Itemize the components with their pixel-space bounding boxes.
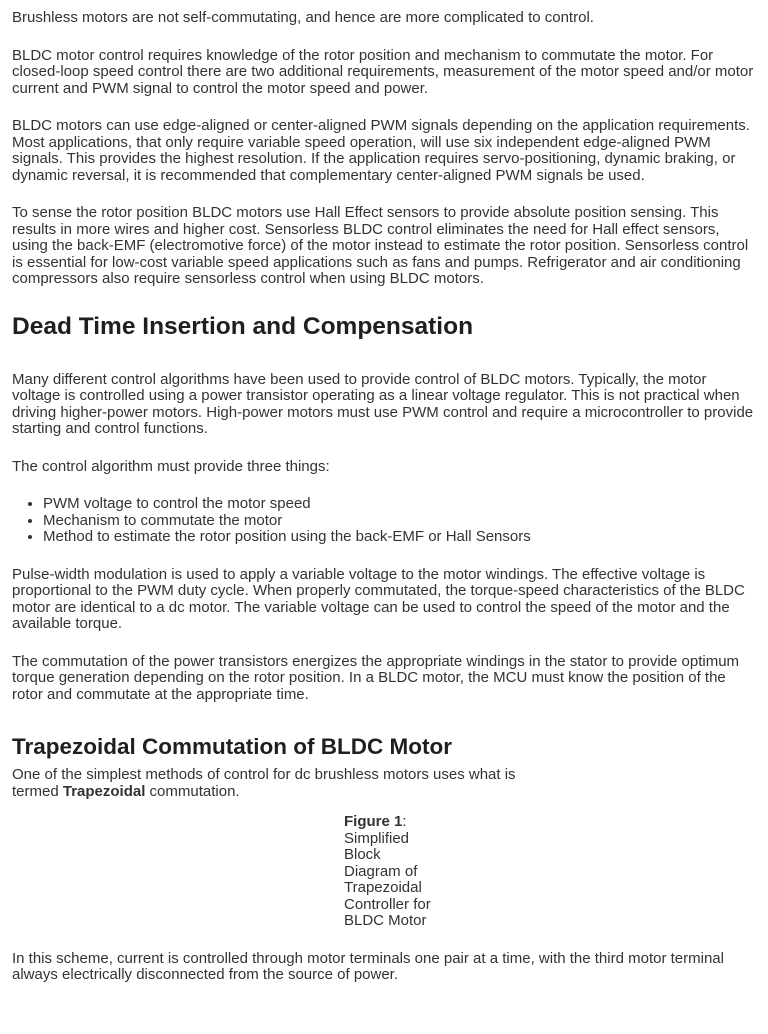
list-item: • Method to estimate the rotor position using the back-EMF or Hall Sensors — [43, 529, 756, 546]
requirements-list — [12, 496, 756, 546]
figure-caption — [344, 814, 434, 930]
list-item: • Mechanism to commutate the motor — [43, 513, 756, 530]
intro-text-before: One of the simplest methods of control for dc brushless motors uses what is termed — [12, 766, 516, 800]
paragraph-pwm-signals: BLDC motors can use edge-aligned or center-aligned PWM signals depending on the application requirements. Most applications, that only require variable speed operation, will use six independent edge-aligned PWM signals. This provides the highest resolution. If the application requires servo-positioning, dynamic braking, or dynamic reversal, it is recommended that complementary center-aligned PWM signals be used. — [12, 117, 750, 184]
paragraph-pwm-modulation: Pulse-width modulation is used to apply a variable voltage to the motor windings. The effective voltage is proportional to the PWM duty cycle. When properly commutated, the torque-speed characteristics of the BLDC motor are identical to a dc motor. The variable voltage can be used to control the speed of the motor and the available torque. — [12, 565, 745, 632]
paragraph-rotor-sensing: To sense the rotor position BLDC motors use Hall Effect sensors to provide absolute position sensing. This results in more wires and higher cost. Sensorless BLDC control eliminates the need for Hall effect sensors, using the back-EMF (electromotive force) of the motor instead to estimate the rotor position. Sensorless control is essential for low-cost variable speed applications such as fans and pumps. Refrigerator and air conditioning compressors also require sensorless control when using BLDC motors. — [12, 204, 749, 287]
list-item: • PWM voltage to control the motor speed — [43, 496, 756, 513]
heading-trapezoidal: Trapezoidal Commutation of BLDC Motor — [12, 734, 452, 759]
paragraph-control-algorithms: Many different control algorithms have been used to provide control of BLDC motors. Typically, the motor voltage is controlled using a power transistor operating as a linear voltage regulator. This is not practical when driving higher-power motors. High-power motors must use PWM control and require a microcontroller to provide starting and control functions. — [12, 370, 754, 437]
figure-label: Figure 1 — [344, 813, 403, 830]
paragraph-control-requirements: BLDC motor control requires knowledge of the rotor position and mechanism to commutate the motor. For closed-loop speed control there are two additional requirements, measurement of the motor speed and/or motor current and PWM signal to control the motor speed and power. — [12, 46, 754, 97]
intro-text-after: commutation. — [145, 782, 240, 800]
paragraph-three-things: The control algorithm must provide three things: — [12, 457, 330, 475]
intro-text-bold: Trapezoidal — [62, 782, 146, 800]
paragraph-trapezoidal-intro — [12, 767, 552, 800]
article-content — [0, 10, 768, 984]
figure-caption-text: : Simplified Block Diagram of Trapezoidal Controller for BLDC Motor — [344, 813, 431, 929]
heading-dead-time: Dead Time Insertion and Compensation — [12, 312, 474, 340]
paragraph-commutation: The commutation of the power transistors energizes the appropriate windings in the stator to provide optimum torque generation depending on the rotor position. In a BLDC motor, the MCU must know the position of the rotor and commutate at the appropriate time. — [12, 652, 740, 703]
paragraph-scheme: In this scheme, current is controlled through motor terminals one pair at a time, with the third motor terminal always electrically disconnected from the source of power. — [12, 949, 724, 983]
paragraph-self-commutating: Brushless motors are not self-commutating, and hence are more complicated to control. — [12, 9, 594, 26]
